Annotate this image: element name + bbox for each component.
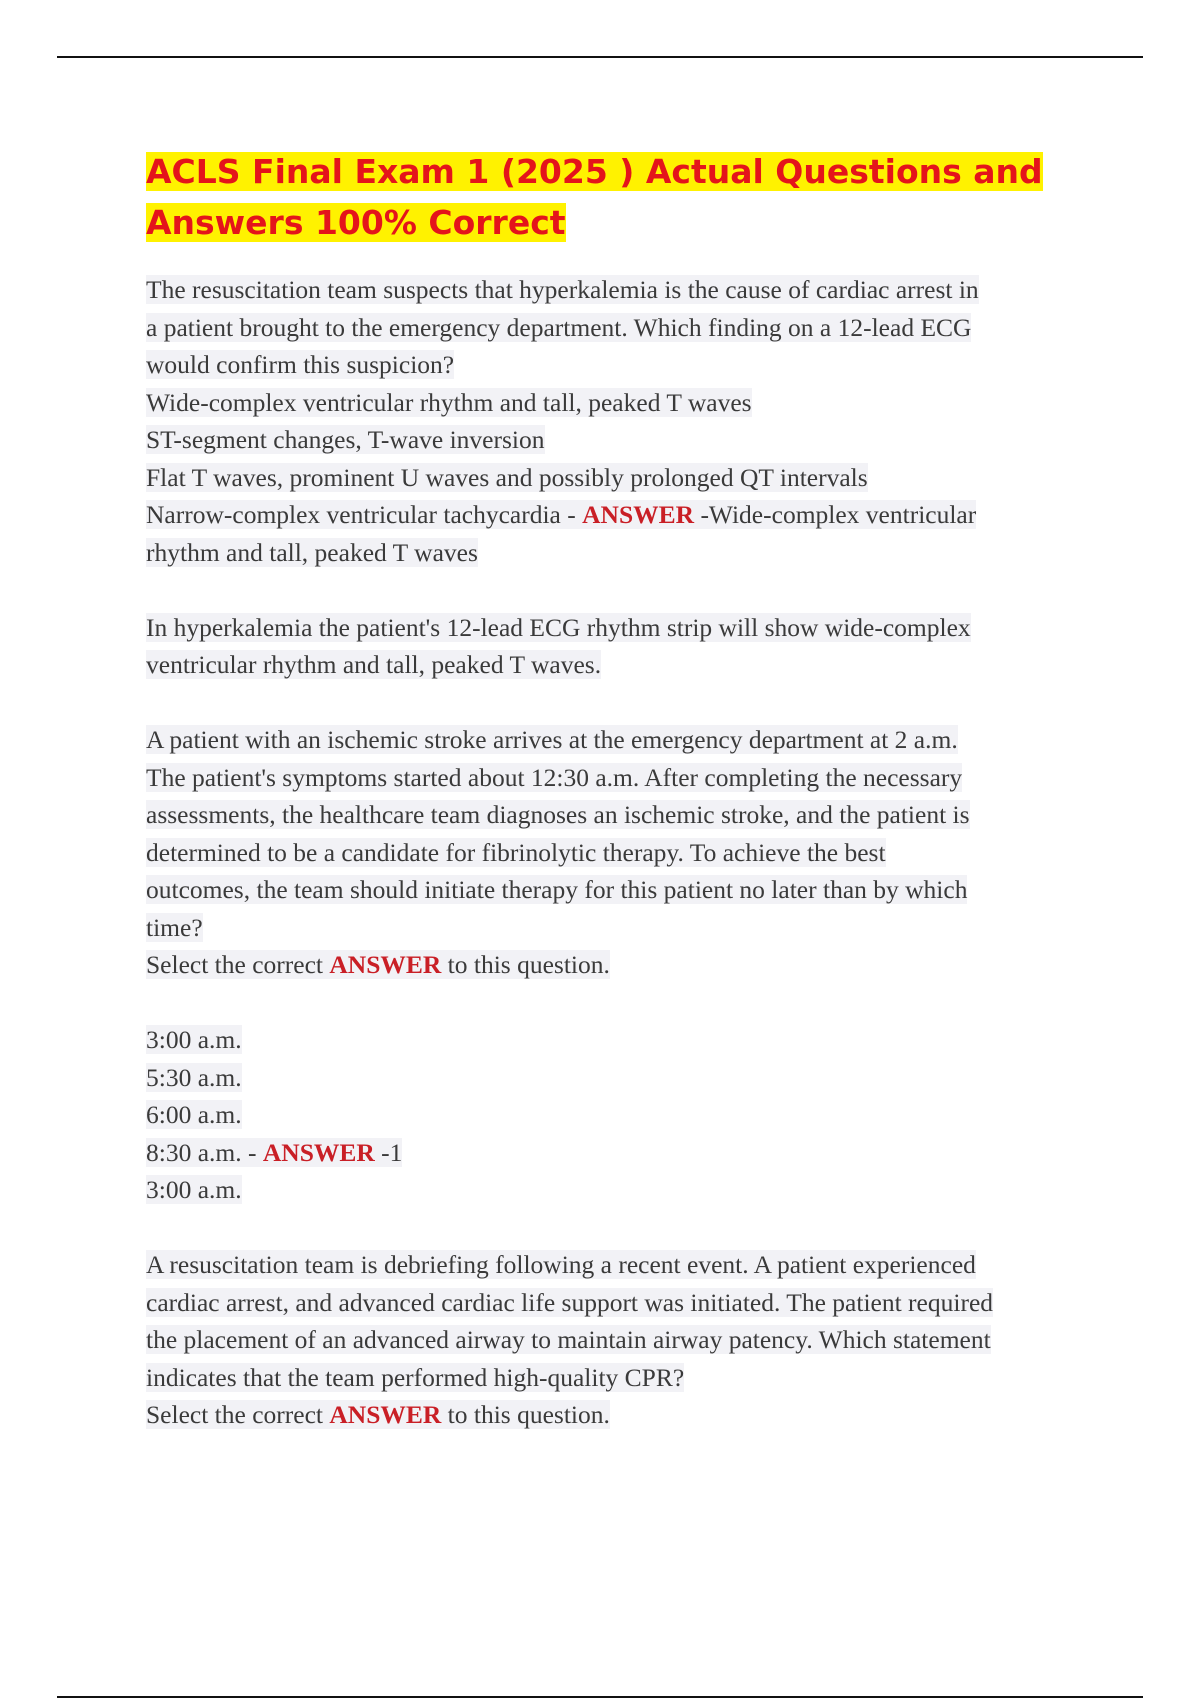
q1-option: Wide-complex ventricular rhythm and tall, peaked T waves: [146, 387, 752, 417]
top-rule: [57, 56, 1143, 58]
q2-option: 3:00 a.m.: [146, 1025, 242, 1054]
q2-option: 5:30 a.m.: [146, 1062, 242, 1092]
q1-option: ST-segment changes, T-wave inversion: [146, 425, 545, 454]
q2-stem-line: The patient's symptoms started about 12:30 a.m. After completing the necessary: [146, 762, 963, 792]
q1-option: Flat T waves, prominent U waves and possibly prolonged QT intervals: [146, 462, 868, 492]
q1-last-option: Narrow-complex ventricular tachycardia -: [146, 500, 583, 529]
q1-stem-line: a patient brought to the emergency department. Which finding on a 12-lead ECG: [146, 312, 972, 342]
q2-stem-line: A patient with an ischemic stroke arrives at the emergency department at 2 a.m.: [146, 725, 958, 754]
document-body: [146, 146, 1096, 1434]
title-line-1: ACLS Final Exam 1 (2025 ) Actual Questions and: [146, 152, 1043, 191]
q3-stem-line: the placement of an advanced airway to maintain airway patency. Which statement: [146, 1325, 991, 1354]
q1-answer-cont: rhythm and tall, peaked T waves: [146, 537, 478, 567]
q3-stem-line: cardiac arrest, and advanced cardiac life support was initiated. The patient required: [146, 1287, 994, 1317]
answer-label: ANSWER: [262, 1137, 375, 1167]
q3-stem-line: A resuscitation team is debriefing following a recent event. A patient experienced: [146, 1250, 976, 1279]
question-1: [146, 271, 1096, 684]
document-title: [146, 146, 1096, 248]
answer-label: ANSWER: [329, 1400, 442, 1429]
question-3: [146, 1246, 1096, 1434]
q1-stem-line: The resuscitation team suspects that hyperkalemia is the cause of cardiac arrest in: [146, 275, 979, 304]
q1-explanation-line: In hyperkalemia the patient's 12-lead ECG rhythm strip will show wide-complex: [146, 612, 971, 642]
q2-stem-line: outcomes, the team should initiate therapy for this patient no later than by which: [146, 875, 968, 904]
q2-stem-line: time?: [146, 912, 203, 942]
answer-label: ANSWER: [329, 950, 442, 979]
answer-label: ANSWER: [582, 500, 695, 529]
q2-option: 6:00 a.m.: [146, 1100, 242, 1129]
q2-answer-line: 8:30 a.m. - ANSWER -1: [146, 1137, 403, 1167]
q1-stem-line: would confirm this suspicion?: [146, 350, 455, 379]
title-line-2: Answers 100% Correct: [146, 203, 566, 242]
q2-stem-line: assessments, the healthcare team diagnoses an ischemic stroke, and the patient is: [146, 800, 970, 829]
q3-select-line: Select the correct ANSWER to this question.: [146, 1400, 610, 1429]
q2-answer-cont: 3:00 a.m.: [146, 1175, 242, 1204]
q1-answer-line: [146, 496, 1096, 534]
bottom-rule: [57, 1696, 1143, 1698]
q1-explanation-line: ventricular rhythm and tall, peaked T waves.: [146, 650, 602, 679]
q3-stem-line: indicates that the team performed high-quality CPR?: [146, 1362, 685, 1392]
question-2: [146, 721, 1096, 1209]
q2-select-line: Select the correct ANSWER to this question.: [146, 950, 610, 979]
q1-answer-text: -Wide-complex ventricular: [694, 500, 977, 529]
q2-stem-line: determined to be a candidate for fibrinolytic therapy. To achieve the best: [146, 837, 886, 867]
